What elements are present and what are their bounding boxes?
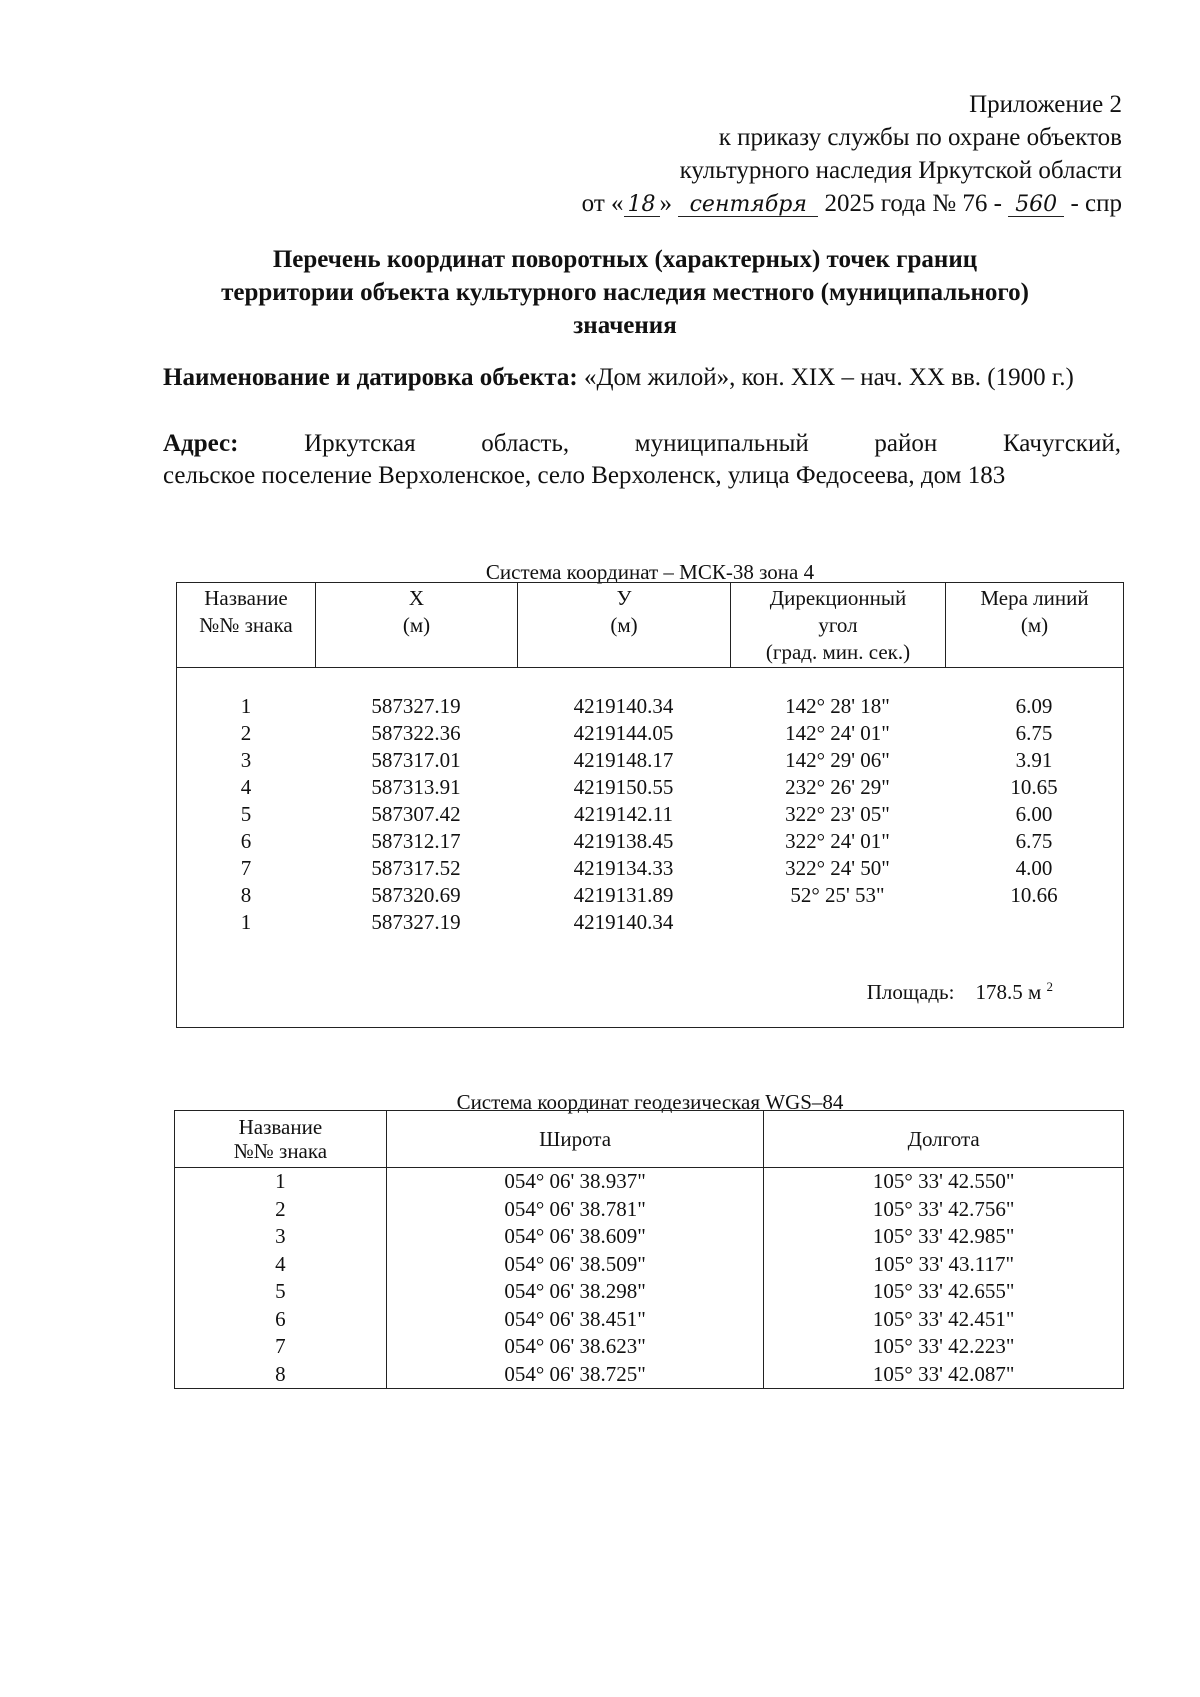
cell-x: 587327.19 bbox=[371, 694, 461, 718]
table-row bbox=[175, 1223, 1124, 1251]
appendix-order-date-number bbox=[582, 187, 1122, 220]
cell-lat: 054° 06' 38.937" bbox=[386, 1168, 764, 1196]
appendix-authority: культурного наследия Иркутской области bbox=[679, 157, 1122, 184]
cell-x: 587317.01 bbox=[371, 748, 461, 772]
cell-len: 10.66 bbox=[1010, 883, 1058, 907]
cell-len: 6.09 bbox=[1015, 694, 1053, 718]
cell-angle: 232° 26' 29" bbox=[785, 775, 890, 799]
cell-lat: 054° 06' 38.609" bbox=[386, 1223, 764, 1251]
cell-n: 6 bbox=[240, 829, 252, 853]
cell-y: 4219144.05 bbox=[573, 721, 674, 745]
wgs-table-caption: Система координат геодезическая WGS–84 bbox=[456, 1090, 844, 1114]
header-text: угол bbox=[818, 613, 858, 637]
cell-y: 4219134.33 bbox=[573, 856, 674, 880]
address-word: Иркутская bbox=[304, 430, 416, 457]
object-address bbox=[163, 428, 1121, 492]
cell-lon: 105° 33' 42.087" bbox=[764, 1361, 1124, 1389]
order-month-handwritten: сентября bbox=[678, 194, 818, 217]
wgs-table-header bbox=[175, 1111, 1124, 1168]
area-unit-sup: 2 bbox=[1046, 979, 1053, 994]
table-row bbox=[177, 828, 1123, 855]
cell-x: 587313.91 bbox=[371, 775, 461, 799]
cell-n: 3 bbox=[175, 1223, 387, 1251]
object-name-value: «Дом жилой», кон. XIX – нач. XX вв. (1900 г.) bbox=[583, 364, 1074, 391]
address-word: Качугский, bbox=[1002, 430, 1121, 457]
order-day-handwritten: 18 bbox=[624, 194, 660, 217]
order-year: 2025 года № 76 - bbox=[824, 190, 1002, 217]
order-suffix: - спр bbox=[1070, 190, 1122, 217]
area-label: Площадь: bbox=[866, 980, 955, 1004]
document-title bbox=[130, 243, 1120, 342]
table-row bbox=[175, 1306, 1124, 1334]
cell-n: 6 bbox=[175, 1306, 387, 1334]
header-latitude: Широта bbox=[386, 1111, 764, 1168]
wgs-coordinates-table bbox=[174, 1110, 1124, 1389]
cell-y: 4219138.45 bbox=[573, 829, 674, 853]
msk-table-caption: Система координат – МСК-38 зона 4 bbox=[485, 560, 815, 584]
wgs-table-body bbox=[175, 1168, 1124, 1389]
table-row bbox=[177, 882, 1123, 909]
header-x bbox=[315, 583, 517, 667]
header-point-name bbox=[175, 1111, 387, 1168]
cell-n: 5 bbox=[240, 802, 252, 826]
title-line-2: территории объекта культурного наследия местного (муниципального) bbox=[221, 279, 1029, 306]
header-angle bbox=[730, 583, 945, 667]
header-length bbox=[945, 583, 1123, 667]
table-row bbox=[175, 1278, 1124, 1306]
cell-n: 5 bbox=[175, 1278, 387, 1306]
cell-lon: 105° 33' 42.985" bbox=[764, 1223, 1124, 1251]
order-number-handwritten: 560 bbox=[1008, 194, 1064, 217]
cell-n: 4 bbox=[240, 775, 252, 799]
appendix-order-ref: к приказу службы по охране объектов bbox=[718, 124, 1122, 151]
cell-angle: 322° 24' 50" bbox=[785, 856, 890, 880]
address-word: область, bbox=[481, 430, 570, 457]
title-line-3: значения bbox=[573, 312, 677, 339]
cell-n: 7 bbox=[240, 856, 252, 880]
cell-angle: 322° 24' 01" bbox=[785, 829, 890, 853]
table-row bbox=[177, 720, 1123, 747]
header-text: (град. мин. сек.) bbox=[765, 640, 911, 664]
title-line-1: Перечень координат поворотных (характерных) точек границ bbox=[272, 246, 978, 273]
cell-lon: 105° 33' 42.451" bbox=[764, 1306, 1124, 1334]
cell-lon: 105° 33' 42.223" bbox=[764, 1333, 1124, 1361]
cell-n: 7 bbox=[175, 1333, 387, 1361]
area-value: 178.5 м bbox=[975, 980, 1042, 1004]
cell-y: 4219142.11 bbox=[574, 802, 673, 826]
cell-len: 6.75 bbox=[1015, 721, 1053, 745]
cell-lat: 054° 06' 38.451" bbox=[386, 1306, 764, 1334]
cell-angle: 322° 23' 05" bbox=[785, 802, 890, 826]
address-word: муниципальный bbox=[634, 430, 809, 457]
object-name bbox=[163, 362, 1121, 394]
cell-y: 4219140.34 bbox=[573, 910, 674, 934]
appendix-title: Приложение 2 bbox=[969, 91, 1122, 118]
header-text: (м) bbox=[402, 613, 431, 637]
table-row bbox=[175, 1168, 1124, 1196]
cell-n: 2 bbox=[240, 721, 252, 745]
cell-y: 4219150.55 bbox=[573, 775, 674, 799]
address-line-1 bbox=[163, 428, 1121, 460]
cell-x: 587327.19 bbox=[371, 910, 461, 934]
table-row bbox=[177, 747, 1123, 774]
header-text: (м) bbox=[1020, 613, 1049, 637]
cell-len: 6.75 bbox=[1015, 829, 1053, 853]
cell-n: 3 bbox=[240, 748, 252, 772]
table-row bbox=[175, 1333, 1124, 1361]
header-longitude: Долгота bbox=[764, 1111, 1124, 1168]
table-row bbox=[177, 855, 1123, 882]
cell-lon: 105° 33' 42.655" bbox=[764, 1278, 1124, 1306]
cell-n: 8 bbox=[175, 1361, 387, 1389]
cell-x: 587320.69 bbox=[371, 883, 461, 907]
cell-angle: 52° 25' 53" bbox=[790, 883, 885, 907]
header-text: №№ знака bbox=[233, 1139, 328, 1163]
msk-coordinates-table bbox=[176, 582, 1124, 1028]
cell-y: 4219140.34 bbox=[573, 694, 674, 718]
cell-lat: 054° 06' 38.298" bbox=[386, 1278, 764, 1306]
address-word: район bbox=[874, 430, 938, 457]
cell-x: 587322.36 bbox=[371, 721, 461, 745]
cell-lat: 054° 06' 38.781" bbox=[386, 1196, 764, 1224]
cell-lat: 054° 06' 38.725" bbox=[386, 1361, 764, 1389]
order-prefix: от « bbox=[581, 190, 624, 217]
table-row bbox=[175, 1361, 1124, 1389]
order-mid: » bbox=[659, 190, 673, 217]
table-row bbox=[177, 801, 1123, 828]
table-row bbox=[177, 774, 1123, 801]
cell-n: 1 bbox=[240, 694, 252, 718]
cell-lat: 054° 06' 38.509" bbox=[386, 1251, 764, 1279]
table-row bbox=[175, 1196, 1124, 1224]
address-line-2: сельское поселение Верхоленское, село Верхоленск, улица Федосеева, дом 183 bbox=[163, 462, 1006, 489]
table-row bbox=[177, 909, 1123, 936]
cell-n: 1 bbox=[240, 910, 252, 934]
table-row bbox=[177, 693, 1123, 720]
header-text: №№ знака bbox=[199, 613, 293, 637]
address-label: Адрес: bbox=[163, 430, 239, 457]
cell-len: 4.00 bbox=[1015, 856, 1053, 880]
cell-y: 4219148.17 bbox=[573, 748, 674, 772]
cell-angle: 142° 24' 01" bbox=[785, 721, 890, 745]
cell-n: 4 bbox=[175, 1251, 387, 1279]
cell-lon: 105° 33' 43.117" bbox=[764, 1251, 1124, 1279]
cell-angle: 142° 29' 06" bbox=[785, 748, 890, 772]
cell-x: 587312.17 bbox=[371, 829, 461, 853]
header-text: Мера линий bbox=[980, 586, 1089, 610]
area-summary bbox=[867, 979, 1053, 1005]
cell-n: 1 bbox=[175, 1168, 387, 1196]
header-text: Название bbox=[204, 586, 288, 610]
appendix-block bbox=[582, 88, 1122, 220]
cell-x: 587317.52 bbox=[371, 856, 461, 880]
table-row bbox=[175, 1251, 1124, 1279]
cell-x: 587307.42 bbox=[371, 802, 461, 826]
cell-n: 2 bbox=[175, 1196, 387, 1224]
header-text: Дирекционный bbox=[769, 586, 907, 610]
cell-angle: 142° 28' 18" bbox=[785, 694, 890, 718]
cell-lat: 054° 06' 38.623" bbox=[386, 1333, 764, 1361]
header-text: X bbox=[408, 586, 425, 610]
cell-lon: 105° 33' 42.550" bbox=[764, 1168, 1124, 1196]
object-name-label: Наименование и датировка объекта: bbox=[163, 364, 578, 391]
cell-len: 6.00 bbox=[1015, 802, 1053, 826]
cell-n: 8 bbox=[240, 883, 252, 907]
cell-y: 4219131.89 bbox=[573, 883, 674, 907]
header-y bbox=[517, 583, 730, 667]
msk-table-header bbox=[177, 583, 1123, 668]
header-text: (м) bbox=[610, 613, 638, 637]
cell-lon: 105° 33' 42.756" bbox=[764, 1196, 1124, 1224]
cell-len: 3.91 bbox=[1015, 748, 1053, 772]
cell-len: 10.65 bbox=[1010, 775, 1058, 799]
header-text: У bbox=[616, 586, 632, 610]
header-point-name bbox=[177, 583, 315, 667]
header-text: Название bbox=[238, 1115, 323, 1139]
